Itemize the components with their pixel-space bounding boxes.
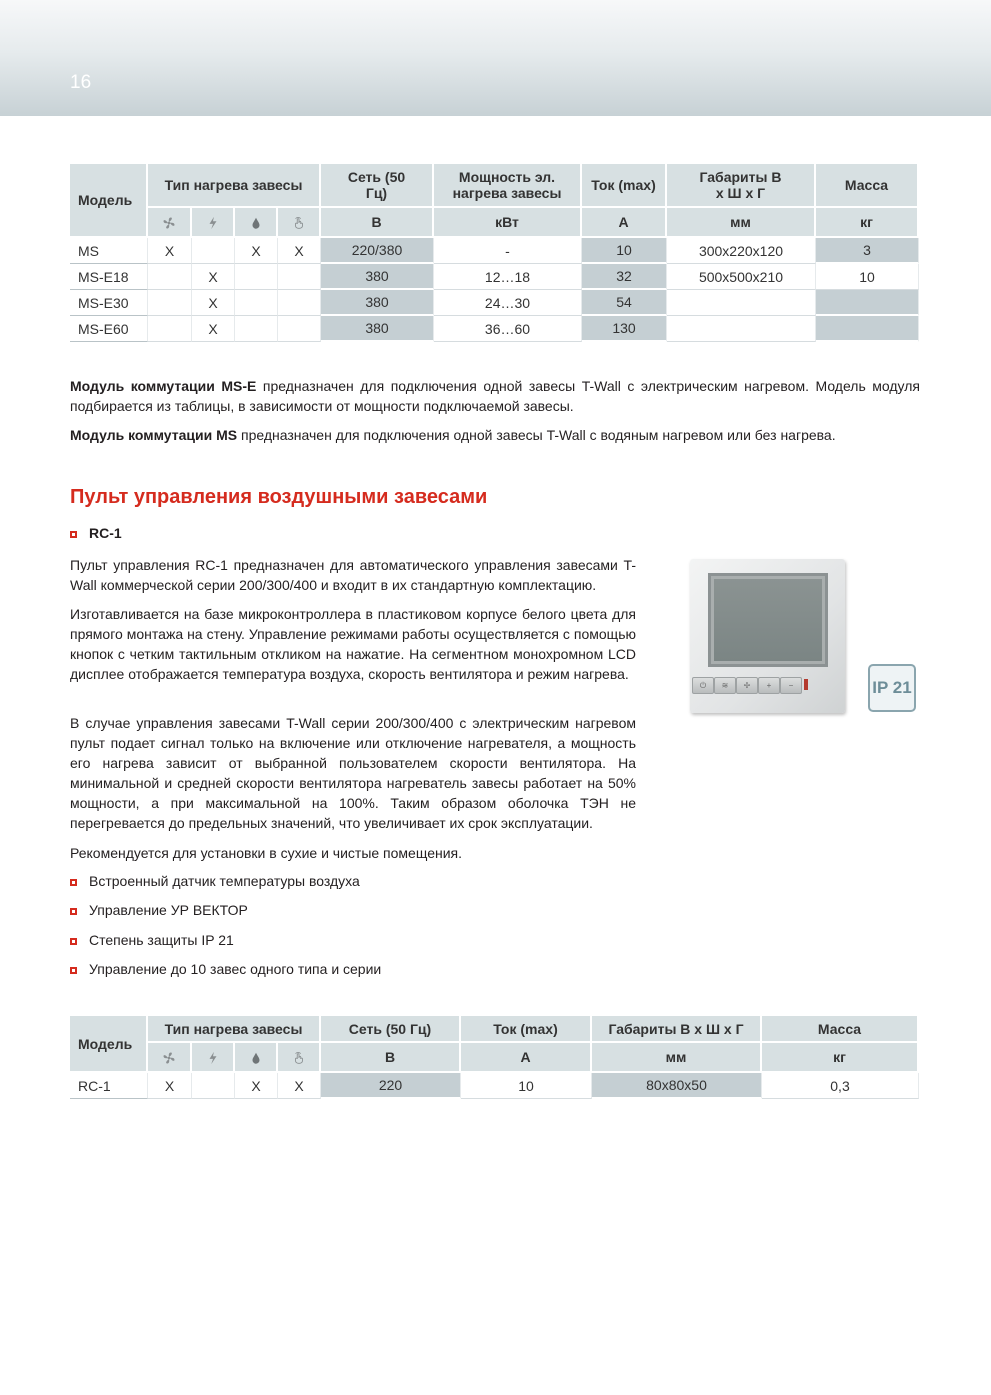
col-grid: Сеть (50 Гц)	[321, 1016, 461, 1043]
bullet-square-icon	[70, 908, 77, 915]
lightning-icon	[192, 1043, 235, 1073]
product-subtitle: RC-1	[70, 525, 122, 541]
unit-mass: кг	[762, 1043, 919, 1073]
fan-icon	[148, 208, 192, 238]
unit-mass: кг	[816, 208, 919, 238]
col-heating-type: Тип нагрева завесы	[148, 1016, 321, 1043]
header-band	[0, 0, 991, 116]
unit-current: А	[461, 1043, 592, 1073]
list-item: Степень защиты IP 21	[70, 932, 234, 948]
ip-rating-badge: IP 21	[868, 664, 916, 712]
water-drop-icon	[235, 1043, 278, 1073]
plus-icon: +	[758, 677, 780, 694]
col-mass: Масса	[762, 1016, 919, 1043]
lcd-screen	[708, 573, 828, 667]
bullet-square-icon	[70, 967, 77, 974]
table-row: MS-E18 X 380 12…18 32 500х500х210 10	[70, 264, 919, 290]
bullet-square-icon	[70, 938, 77, 945]
rc1-paragraph-3: В случае управления завесами T-Wall серии 200/300/400 с электрическим нагревом пульт подает сигнал только на включение или отключение нагревателя, а мощность его нагрева зависит от выбранной пользователем скорости вентилятора. На минимальной и средней скорости вентилятора нагреватель завесы работает на 50% мощности, а при максимальной на 100%. Таким образом оболочка ТЭН не перегревается до предельных значений, что увеличивает их срок эксплуатации.	[70, 715, 636, 831]
status-led	[804, 679, 808, 690]
col-dims: Габариты В х Ш х Г	[667, 164, 816, 208]
list-item: Управление до 10 завес одного типа и серии	[70, 961, 381, 977]
unit-grid: В	[321, 1043, 461, 1073]
table-row: MS-E30 X 380 24…30 54	[70, 290, 919, 316]
col-heating-type: Тип нагрева завесы	[148, 164, 321, 208]
unit-current: А	[582, 208, 667, 238]
rc1-controller-image	[690, 559, 845, 713]
list-item: Встроенный датчик температуры воздуха	[70, 873, 360, 889]
minus-icon: −	[780, 677, 802, 694]
col-model: Модель	[70, 1016, 148, 1073]
module-ms-e-paragraph: Модуль коммутации MS-E предназначен для подключения одной завесы T-Wall с электрическим нагревом. Модель модуля подбирается из таблицы, в зависимости от мощности подключаемой завесы.	[70, 378, 920, 414]
water-drop-icon	[235, 208, 278, 238]
unit-dims: мм	[667, 208, 816, 238]
col-model: Модель	[70, 164, 148, 238]
fan-icon	[148, 1043, 192, 1073]
col-current: Ток (max)	[582, 164, 667, 208]
mode-icon: ≋	[714, 677, 736, 694]
hand-touch-icon	[278, 208, 321, 238]
controller-buttons	[690, 677, 845, 693]
table-row: MS X X X 220/380 - 10 300х220х120 3	[70, 238, 919, 264]
rc1-spec-table	[70, 1016, 919, 1099]
col-dims: Габариты В х Ш х Г	[592, 1016, 762, 1043]
table-row: MS-E60 X 380 36…60 130	[70, 316, 919, 342]
section-title: Пульт управления воздушными завесами	[70, 486, 488, 508]
bullet-square-icon	[70, 531, 77, 538]
col-grid: Сеть (50 Гц)	[321, 164, 434, 208]
unit-power: кВт	[434, 208, 582, 238]
power-icon: ⏻	[692, 677, 714, 694]
module-ms-paragraph: Модуль коммутации MS предназначен для подключения одной завесы T-Wall с водяным нагревом или без нагрева.	[70, 427, 836, 443]
col-current: Ток (max)	[461, 1016, 592, 1043]
rc1-paragraph-2: Изготавливается на базе микроконтроллера в пластиковом корпусе белого цвета для прямого монтажа на стену. Управление режимами работы осуществляется с помощью кнопок с четким тактильным откликом на нажатие. На сегментном монохромном LCD дисплее отображается температура воздуха, скорость вентилятора и режим нагрева.	[70, 606, 636, 682]
col-power: Мощность эл. нагрева завесы	[434, 164, 582, 208]
lightning-icon	[192, 208, 235, 238]
unit-grid: В	[321, 208, 434, 238]
col-mass: Масса	[816, 164, 919, 208]
page-number: 16	[70, 72, 92, 93]
list-item: Управление УР ВЕКТОР	[70, 902, 248, 918]
fan-icon: ✢	[736, 677, 758, 694]
ms-module-spec-table	[70, 164, 919, 342]
hand-touch-icon	[278, 1043, 321, 1073]
unit-dims: мм	[592, 1043, 762, 1073]
bullet-square-icon	[70, 879, 77, 886]
rc1-paragraph-1: Пульт управления RC-1 предназначен для автоматического управления завесами T-Wall коммерческой серии 200/300/400 и входит в их стандартную комплектацию.	[70, 557, 636, 593]
table-row: RC-1 X X X 220 10 80х80х50 0,3	[70, 1073, 919, 1099]
rc1-paragraph-4: Рекомендуется для установки в сухие и чистые помещения.	[70, 845, 463, 861]
